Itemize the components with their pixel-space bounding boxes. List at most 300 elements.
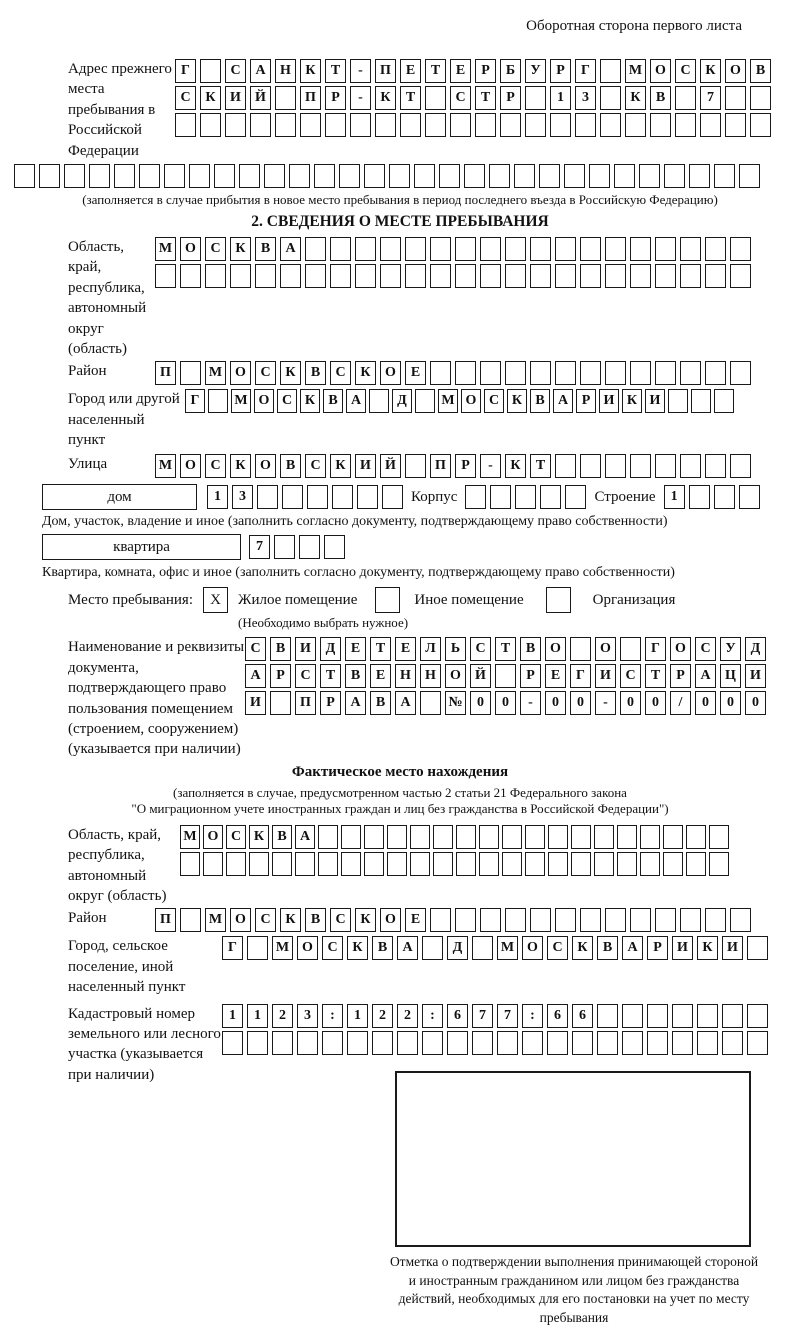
char-cell[interactable] xyxy=(530,264,551,288)
char-cell[interactable]: С xyxy=(330,361,351,385)
char-cell[interactable] xyxy=(433,825,453,849)
char-cell[interactable]: Г xyxy=(575,59,596,83)
char-cell[interactable]: Т xyxy=(645,664,666,688)
char-cell[interactable]: С xyxy=(225,59,246,83)
char-cell[interactable] xyxy=(530,237,551,261)
char-cell[interactable] xyxy=(686,852,706,876)
char-cell[interactable] xyxy=(247,1031,268,1055)
char-cell[interactable]: К xyxy=(355,361,376,385)
char-cell[interactable] xyxy=(425,113,446,137)
char-cell[interactable] xyxy=(397,1031,418,1055)
char-cell[interactable]: О xyxy=(180,237,201,261)
char-cell[interactable] xyxy=(364,852,384,876)
char-cell[interactable]: К xyxy=(230,237,251,261)
char-cell[interactable]: В xyxy=(305,361,326,385)
char-cell[interactable] xyxy=(505,908,526,932)
char-cell[interactable] xyxy=(422,936,443,960)
char-cell[interactable] xyxy=(405,237,426,261)
char-cell[interactable] xyxy=(539,164,560,188)
char-cell[interactable]: Ц xyxy=(720,664,741,688)
char-cell[interactable]: 7 xyxy=(472,1004,493,1028)
char-cell[interactable] xyxy=(205,264,226,288)
char-cell[interactable] xyxy=(180,908,201,932)
char-cell[interactable] xyxy=(680,264,701,288)
char-cell[interactable] xyxy=(525,852,545,876)
char-cell[interactable]: О xyxy=(725,59,746,83)
char-cell[interactable] xyxy=(605,454,626,478)
char-cell[interactable]: Р xyxy=(325,86,346,110)
char-cell[interactable]: И xyxy=(295,637,316,661)
char-cell[interactable] xyxy=(314,164,335,188)
char-cell[interactable] xyxy=(480,361,501,385)
char-cell[interactable]: - xyxy=(480,454,501,478)
char-cell[interactable]: - xyxy=(350,86,371,110)
char-cell[interactable]: А xyxy=(250,59,271,83)
char-cell[interactable] xyxy=(675,86,696,110)
char-cell[interactable] xyxy=(414,164,435,188)
char-cell[interactable] xyxy=(502,825,522,849)
char-cell[interactable]: 0 xyxy=(620,691,641,715)
char-cell[interactable]: 3 xyxy=(575,86,596,110)
char-cell[interactable]: В xyxy=(370,691,391,715)
char-cell[interactable]: М xyxy=(231,389,251,413)
char-cell[interactable]: Г xyxy=(185,389,205,413)
char-cell[interactable]: М xyxy=(272,936,293,960)
char-cell[interactable] xyxy=(479,825,499,849)
char-cell[interactable] xyxy=(589,164,610,188)
char-cell[interactable] xyxy=(465,485,486,509)
char-cell[interactable]: К xyxy=(249,825,269,849)
char-cell[interactable]: С xyxy=(277,389,297,413)
char-cell[interactable]: М xyxy=(180,825,200,849)
char-cell[interactable] xyxy=(200,59,221,83)
char-cell[interactable] xyxy=(697,1004,718,1028)
char-cell[interactable] xyxy=(433,852,453,876)
char-cell[interactable] xyxy=(548,825,568,849)
char-cell[interactable]: 2 xyxy=(372,1004,393,1028)
char-cell[interactable]: Е xyxy=(405,361,426,385)
char-cell[interactable]: 7 xyxy=(700,86,721,110)
char-cell[interactable]: / xyxy=(670,691,691,715)
char-cell[interactable] xyxy=(341,852,361,876)
char-cell[interactable]: О xyxy=(255,454,276,478)
char-cell[interactable]: 1 xyxy=(550,86,571,110)
char-cell[interactable]: О xyxy=(522,936,543,960)
char-cell[interactable] xyxy=(630,361,651,385)
char-cell[interactable]: К xyxy=(330,454,351,478)
char-cell[interactable]: С xyxy=(620,664,641,688)
char-cell[interactable]: С xyxy=(675,59,696,83)
char-cell[interactable] xyxy=(594,825,614,849)
char-cell[interactable] xyxy=(369,389,389,413)
char-cell[interactable] xyxy=(597,1004,618,1028)
char-cell[interactable]: 2 xyxy=(397,1004,418,1028)
char-cell[interactable] xyxy=(318,825,338,849)
char-cell[interactable] xyxy=(689,485,710,509)
char-cell[interactable] xyxy=(180,852,200,876)
char-cell[interactable] xyxy=(750,86,771,110)
char-cell[interactable] xyxy=(64,164,85,188)
char-cell[interactable] xyxy=(650,113,671,137)
char-cell[interactable] xyxy=(664,164,685,188)
char-cell[interactable] xyxy=(189,164,210,188)
char-cell[interactable] xyxy=(270,691,291,715)
char-cell[interactable]: В xyxy=(323,389,343,413)
char-cell[interactable]: 0 xyxy=(545,691,566,715)
char-cell[interactable]: Р xyxy=(576,389,596,413)
char-cell[interactable] xyxy=(500,113,521,137)
char-cell[interactable]: 6 xyxy=(547,1004,568,1028)
char-cell[interactable] xyxy=(264,164,285,188)
char-cell[interactable] xyxy=(600,59,621,83)
char-cell[interactable] xyxy=(249,852,269,876)
char-cell[interactable] xyxy=(387,825,407,849)
char-cell[interactable] xyxy=(430,264,451,288)
char-cell[interactable] xyxy=(547,1031,568,1055)
char-cell[interactable] xyxy=(257,485,278,509)
char-cell[interactable] xyxy=(175,113,196,137)
char-cell[interactable] xyxy=(505,264,526,288)
char-cell[interactable]: О xyxy=(461,389,481,413)
char-cell[interactable] xyxy=(686,825,706,849)
char-cell[interactable] xyxy=(472,1031,493,1055)
char-cell[interactable]: Р xyxy=(500,86,521,110)
char-cell[interactable]: А xyxy=(397,936,418,960)
char-cell[interactable]: К xyxy=(700,59,721,83)
char-cell[interactable] xyxy=(305,237,326,261)
char-cell[interactable]: Е xyxy=(450,59,471,83)
char-cell[interactable]: П xyxy=(375,59,396,83)
char-cell[interactable]: О xyxy=(545,637,566,661)
char-cell[interactable] xyxy=(747,936,768,960)
char-cell[interactable]: Г xyxy=(570,664,591,688)
char-cell[interactable] xyxy=(239,164,260,188)
char-cell[interactable]: И xyxy=(599,389,619,413)
char-cell[interactable]: В xyxy=(255,237,276,261)
char-cell[interactable]: П xyxy=(295,691,316,715)
char-cell[interactable]: 3 xyxy=(232,485,253,509)
char-cell[interactable] xyxy=(226,852,246,876)
char-cell[interactable]: Т xyxy=(495,637,516,661)
char-cell[interactable]: К xyxy=(505,454,526,478)
char-cell[interactable] xyxy=(330,237,351,261)
char-cell[interactable] xyxy=(332,485,353,509)
char-cell[interactable]: Д xyxy=(447,936,468,960)
char-cell[interactable]: Н xyxy=(275,59,296,83)
char-cell[interactable] xyxy=(580,361,601,385)
char-cell[interactable] xyxy=(410,852,430,876)
char-cell[interactable] xyxy=(455,361,476,385)
checkbox-inoe-pomeshchenie[interactable] xyxy=(375,587,400,613)
char-cell[interactable] xyxy=(564,164,585,188)
char-cell[interactable] xyxy=(389,164,410,188)
char-cell[interactable]: 0 xyxy=(695,691,716,715)
char-cell[interactable]: С xyxy=(547,936,568,960)
char-cell[interactable]: К xyxy=(375,86,396,110)
char-cell[interactable] xyxy=(655,237,676,261)
char-cell[interactable] xyxy=(180,264,201,288)
char-cell[interactable] xyxy=(705,237,726,261)
char-cell[interactable]: Д xyxy=(745,637,766,661)
char-cell[interactable] xyxy=(522,1031,543,1055)
char-cell[interactable] xyxy=(430,237,451,261)
char-cell[interactable] xyxy=(530,361,551,385)
char-cell[interactable]: Е xyxy=(395,637,416,661)
char-cell[interactable]: - xyxy=(350,59,371,83)
char-cell[interactable]: М xyxy=(497,936,518,960)
char-cell[interactable] xyxy=(375,113,396,137)
char-cell[interactable]: С xyxy=(330,908,351,932)
char-cell[interactable] xyxy=(697,1031,718,1055)
char-cell[interactable] xyxy=(425,86,446,110)
char-cell[interactable]: С xyxy=(295,664,316,688)
char-cell[interactable] xyxy=(489,164,510,188)
char-cell[interactable]: 6 xyxy=(447,1004,468,1028)
char-cell[interactable] xyxy=(655,264,676,288)
char-cell[interactable]: К xyxy=(622,389,642,413)
char-cell[interactable] xyxy=(515,485,536,509)
char-cell[interactable] xyxy=(750,113,771,137)
char-cell[interactable]: Р xyxy=(550,59,571,83)
char-cell[interactable] xyxy=(225,113,246,137)
char-cell[interactable] xyxy=(420,691,441,715)
char-cell[interactable]: 0 xyxy=(470,691,491,715)
char-cell[interactable] xyxy=(747,1004,768,1028)
char-cell[interactable]: С xyxy=(305,454,326,478)
char-cell[interactable] xyxy=(357,485,378,509)
char-cell[interactable] xyxy=(700,113,721,137)
char-cell[interactable] xyxy=(555,237,576,261)
char-cell[interactable] xyxy=(430,361,451,385)
char-cell[interactable] xyxy=(570,637,591,661)
char-cell[interactable]: И xyxy=(672,936,693,960)
char-cell[interactable]: С xyxy=(255,361,276,385)
char-cell[interactable] xyxy=(714,485,735,509)
char-cell[interactable]: Т xyxy=(400,86,421,110)
char-cell[interactable] xyxy=(400,113,421,137)
char-cell[interactable] xyxy=(640,825,660,849)
char-cell[interactable] xyxy=(180,361,201,385)
char-cell[interactable] xyxy=(350,113,371,137)
char-cell[interactable] xyxy=(480,908,501,932)
char-cell[interactable] xyxy=(387,852,407,876)
char-cell[interactable]: О xyxy=(203,825,223,849)
char-cell[interactable] xyxy=(405,264,426,288)
char-cell[interactable]: 0 xyxy=(720,691,741,715)
char-cell[interactable] xyxy=(730,237,751,261)
char-cell[interactable] xyxy=(663,825,683,849)
char-cell[interactable]: П xyxy=(430,454,451,478)
char-cell[interactable]: С xyxy=(322,936,343,960)
char-cell[interactable]: А xyxy=(280,237,301,261)
char-cell[interactable]: С xyxy=(226,825,246,849)
char-cell[interactable] xyxy=(722,1031,743,1055)
char-cell[interactable]: А xyxy=(345,691,366,715)
char-cell[interactable]: К xyxy=(697,936,718,960)
char-cell[interactable] xyxy=(305,264,326,288)
char-cell[interactable] xyxy=(739,485,760,509)
char-cell[interactable] xyxy=(705,361,726,385)
char-cell[interactable]: С xyxy=(205,454,226,478)
char-cell[interactable] xyxy=(155,264,176,288)
char-cell[interactable] xyxy=(672,1004,693,1028)
char-cell[interactable] xyxy=(341,825,361,849)
char-cell[interactable]: Б xyxy=(500,59,521,83)
char-cell[interactable]: Т xyxy=(320,664,341,688)
char-cell[interactable]: И xyxy=(722,936,743,960)
char-cell[interactable]: В xyxy=(272,825,292,849)
char-cell[interactable]: П xyxy=(155,908,176,932)
char-cell[interactable] xyxy=(230,264,251,288)
char-cell[interactable]: О xyxy=(650,59,671,83)
char-cell[interactable] xyxy=(114,164,135,188)
char-cell[interactable] xyxy=(605,361,626,385)
char-cell[interactable]: - xyxy=(520,691,541,715)
char-cell[interactable]: Л xyxy=(420,637,441,661)
char-cell[interactable]: О xyxy=(297,936,318,960)
char-cell[interactable] xyxy=(630,454,651,478)
char-cell[interactable] xyxy=(372,1031,393,1055)
char-cell[interactable] xyxy=(222,1031,243,1055)
char-cell[interactable]: Е xyxy=(400,59,421,83)
char-cell[interactable] xyxy=(422,1031,443,1055)
char-cell[interactable]: Т xyxy=(425,59,446,83)
char-cell[interactable] xyxy=(530,908,551,932)
char-cell[interactable] xyxy=(600,113,621,137)
char-cell[interactable] xyxy=(639,164,660,188)
char-cell[interactable] xyxy=(680,237,701,261)
char-cell[interactable] xyxy=(497,1031,518,1055)
char-cell[interactable]: А xyxy=(695,664,716,688)
char-cell[interactable]: М xyxy=(205,361,226,385)
char-cell[interactable]: В xyxy=(520,637,541,661)
char-cell[interactable] xyxy=(680,454,701,478)
char-cell[interactable] xyxy=(14,164,35,188)
char-cell[interactable]: : xyxy=(422,1004,443,1028)
char-cell[interactable] xyxy=(580,454,601,478)
char-cell[interactable] xyxy=(730,908,751,932)
char-cell[interactable] xyxy=(364,825,384,849)
char-cell[interactable] xyxy=(272,852,292,876)
char-cell[interactable] xyxy=(620,637,641,661)
char-cell[interactable] xyxy=(600,86,621,110)
char-cell[interactable]: И xyxy=(355,454,376,478)
char-cell[interactable]: В xyxy=(750,59,771,83)
char-cell[interactable] xyxy=(410,825,430,849)
char-cell[interactable] xyxy=(580,264,601,288)
char-cell[interactable] xyxy=(480,237,501,261)
char-cell[interactable]: И xyxy=(745,664,766,688)
char-cell[interactable] xyxy=(655,361,676,385)
char-cell[interactable] xyxy=(464,164,485,188)
char-cell[interactable] xyxy=(555,264,576,288)
char-cell[interactable]: К xyxy=(200,86,221,110)
char-cell[interactable] xyxy=(605,908,626,932)
char-cell[interactable]: С xyxy=(450,86,471,110)
char-cell[interactable]: Е xyxy=(545,664,566,688)
char-cell[interactable] xyxy=(456,825,476,849)
char-cell[interactable]: А xyxy=(346,389,366,413)
char-cell[interactable]: Н xyxy=(395,664,416,688)
char-cell[interactable]: К xyxy=(355,908,376,932)
char-cell[interactable]: У xyxy=(720,637,741,661)
char-cell[interactable] xyxy=(330,264,351,288)
char-cell[interactable] xyxy=(318,852,338,876)
char-cell[interactable]: 7 xyxy=(249,535,270,559)
char-cell[interactable] xyxy=(622,1031,643,1055)
char-cell[interactable]: Й xyxy=(380,454,401,478)
char-cell[interactable]: : xyxy=(522,1004,543,1028)
char-cell[interactable]: К xyxy=(507,389,527,413)
char-cell[interactable] xyxy=(739,164,760,188)
char-cell[interactable] xyxy=(725,113,746,137)
char-cell[interactable] xyxy=(525,86,546,110)
char-cell[interactable]: Г xyxy=(645,637,666,661)
char-cell[interactable]: Р xyxy=(320,691,341,715)
char-cell[interactable]: О xyxy=(254,389,274,413)
char-cell[interactable] xyxy=(505,361,526,385)
char-cell[interactable] xyxy=(730,264,751,288)
char-cell[interactable] xyxy=(525,113,546,137)
char-cell[interactable] xyxy=(571,825,591,849)
char-cell[interactable] xyxy=(247,936,268,960)
char-cell[interactable]: С xyxy=(255,908,276,932)
char-cell[interactable] xyxy=(730,361,751,385)
char-cell[interactable] xyxy=(275,113,296,137)
char-cell[interactable] xyxy=(605,264,626,288)
char-cell[interactable] xyxy=(450,113,471,137)
char-cell[interactable] xyxy=(289,164,310,188)
char-cell[interactable]: Т xyxy=(530,454,551,478)
char-cell[interactable]: О xyxy=(595,637,616,661)
char-cell[interactable]: К xyxy=(625,86,646,110)
char-cell[interactable] xyxy=(691,389,711,413)
char-cell[interactable] xyxy=(672,1031,693,1055)
char-cell[interactable] xyxy=(364,164,385,188)
char-cell[interactable] xyxy=(555,908,576,932)
char-cell[interactable]: № xyxy=(445,691,466,715)
char-cell[interactable] xyxy=(540,485,561,509)
char-cell[interactable] xyxy=(514,164,535,188)
char-cell[interactable] xyxy=(208,389,228,413)
char-cell[interactable] xyxy=(722,1004,743,1028)
char-cell[interactable]: Е xyxy=(370,664,391,688)
char-cell[interactable] xyxy=(299,535,320,559)
char-cell[interactable]: С xyxy=(245,637,266,661)
char-cell[interactable]: М xyxy=(155,454,176,478)
char-cell[interactable]: 1 xyxy=(347,1004,368,1028)
char-cell[interactable] xyxy=(505,237,526,261)
char-cell[interactable]: П xyxy=(300,86,321,110)
char-cell[interactable] xyxy=(575,113,596,137)
char-cell[interactable] xyxy=(480,264,501,288)
char-cell[interactable]: Д xyxy=(320,637,341,661)
char-cell[interactable] xyxy=(307,485,328,509)
char-cell[interactable] xyxy=(565,485,586,509)
char-cell[interactable]: К xyxy=(230,454,251,478)
char-cell[interactable]: Т xyxy=(325,59,346,83)
char-cell[interactable]: Е xyxy=(345,637,366,661)
char-cell[interactable]: С xyxy=(205,237,226,261)
char-cell[interactable]: Р xyxy=(647,936,668,960)
char-cell[interactable]: О xyxy=(230,908,251,932)
char-cell[interactable] xyxy=(339,164,360,188)
char-cell[interactable] xyxy=(274,535,295,559)
char-cell[interactable] xyxy=(502,852,522,876)
checkbox-organizatsiya[interactable] xyxy=(546,587,571,613)
char-cell[interactable] xyxy=(617,852,637,876)
char-cell[interactable] xyxy=(430,908,451,932)
